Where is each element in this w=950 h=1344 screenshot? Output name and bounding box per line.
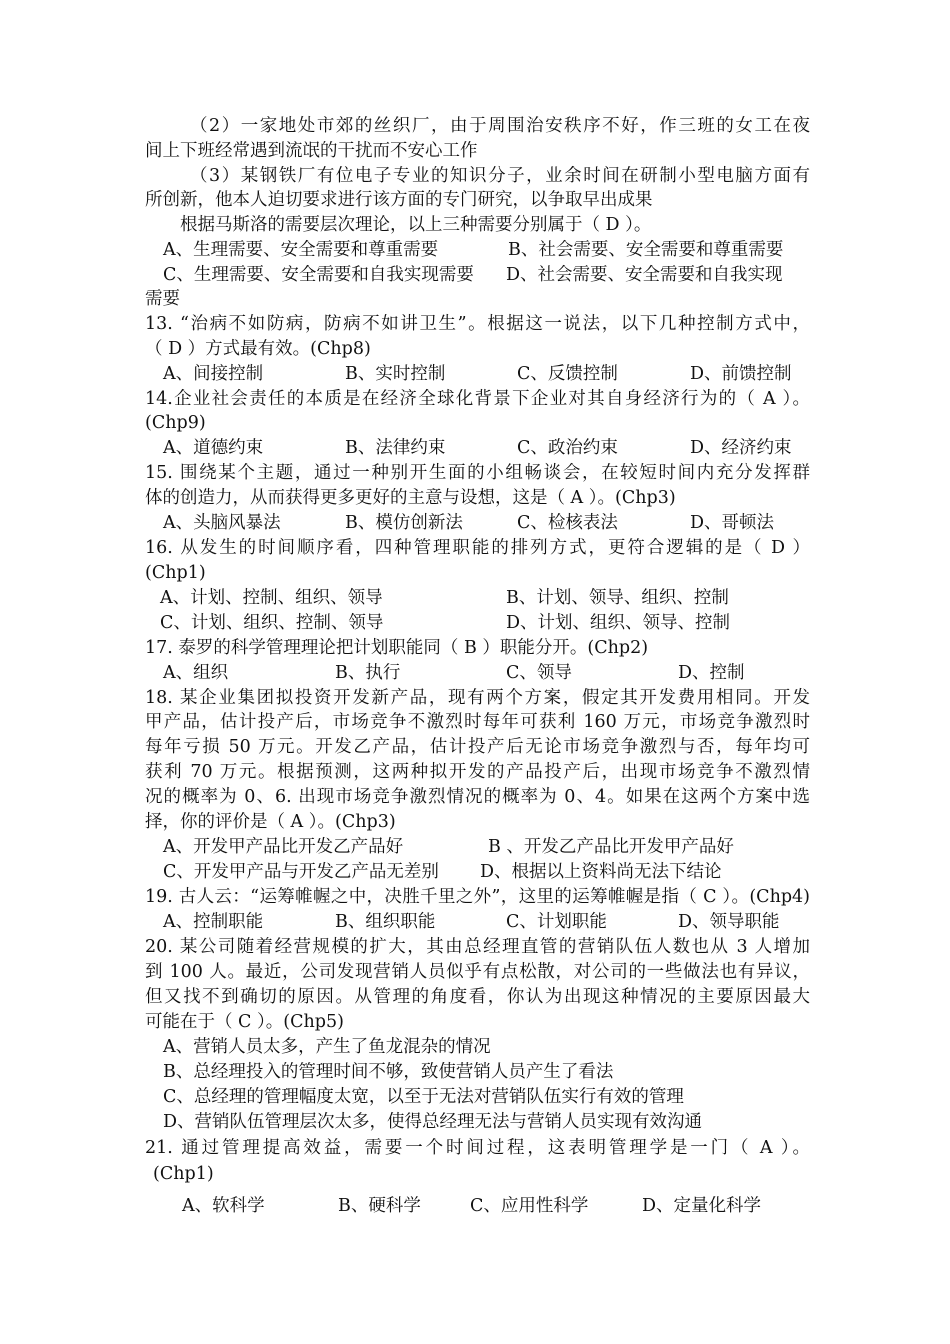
option-c: C、反馈控制 xyxy=(517,364,618,384)
text-line: 甲产品，估计投产后，市场竞争不激烈时每年可获利 160 万元，市场竞争激烈时 xyxy=(145,712,810,732)
option-b: B、硬科学 xyxy=(338,1196,421,1216)
option-a: A、组织 xyxy=(163,663,229,683)
option-d: D、根据以上资料尚无法下结论 xyxy=(480,862,722,882)
option-b: B、执行 xyxy=(335,663,401,683)
option-a: A、软科学 xyxy=(182,1196,265,1216)
text-line: (Chp1) xyxy=(145,563,206,583)
option-c: C、计划、组织、控制、领导 xyxy=(160,613,384,633)
question-20: 20. 某公司随着经营规模的扩大，其由总经理直管的营销队伍人数也从 3 人增加 xyxy=(145,937,810,957)
text-line: 需要 xyxy=(145,289,180,309)
option-c: C、总经理的管理幅度太宽，以至于无法对营销队伍实行有效的管理 xyxy=(163,1087,684,1107)
option-b: B、总经理投入的管理时间不够，致使营销人员产生了看法 xyxy=(163,1062,614,1082)
option-b: B、社会需要、安全需要和尊重需要 xyxy=(508,240,784,260)
option-d: D、定量化科学 xyxy=(642,1196,762,1216)
option-b: B、模仿创新法 xyxy=(345,513,463,533)
option-b: B 、开发乙产品比开发甲产品好 xyxy=(488,837,734,857)
text-line: (Chp9) xyxy=(145,413,206,433)
question-19: 19. 古人云：“运筹帷幄之中，决胜千里之外”，这里的运筹帷幄是指（ C ）。(Chp4) xyxy=(145,887,810,907)
option-a: A、计划、控制、组织、领导 xyxy=(160,588,383,608)
option-b: B、法律约束 xyxy=(345,438,446,458)
option-c: C、领导 xyxy=(506,663,572,683)
question-13: 13. “治病不如防病，防病不如讲卫生”。根据这一说法，以下几种控制方式中， xyxy=(145,314,810,334)
question-17: 17. 泰罗的科学管理理论把计划职能同（ B ）职能分开。(Chp2) xyxy=(145,638,649,658)
option-d: D、领导职能 xyxy=(678,912,780,932)
question-21: 21. 通过管理提高效益，需要一个时间过程，这表明管理学是一门（ A ）。 xyxy=(145,1138,810,1158)
option-c: C、开发甲产品与开发乙产品无差别 xyxy=(163,862,439,882)
text-line: 到 100 人。最近，公司发现营销人员似乎有点松散，对公司的一些做法也有异议， xyxy=(145,962,810,982)
text-line: 况的概率为 0、6. 出现市场竞争激烈情况的概率为 0、4。如果在这两个方案中选 xyxy=(145,787,810,807)
text-line: 择，你的评价是（ A ）。(Chp3) xyxy=(145,812,396,832)
option-a: A、开发甲产品比开发乙产品好 xyxy=(163,837,404,857)
option-a: A、生理需要、安全需要和尊重需要 xyxy=(163,240,439,260)
option-b: B、实时控制 xyxy=(345,364,446,384)
option-c: C、政治约束 xyxy=(517,438,618,458)
text-line: 但又找不到确切的原因。从管理的角度看，你认为出现这种情况的主要原因最大 xyxy=(145,987,810,1007)
question-14: 14.企业社会责任的本质是在经济全球化背景下企业对其自身经济行为的（ A ）。 xyxy=(145,389,810,409)
option-c: C、检核表法 xyxy=(517,513,618,533)
text-line: 获利 70 万元。根据预测，这两种拟开发的产品投产后，出现市场竞争不激烈情 xyxy=(145,762,810,782)
question-15: 15. 围绕某个主题，通过一种别开生面的小组畅谈会，在较短时间内充分发挥群 xyxy=(145,463,810,483)
text-line: 可能在于（ C ）。(Chp5) xyxy=(145,1012,344,1032)
option-d: D、计划、组织、领导、控制 xyxy=(506,613,731,633)
text-line: 根据马斯洛的需要层次理论，以上三种需要分别属于（ D ）。 xyxy=(180,215,652,235)
text-line: （ D ）方式最有效。(Chp8) xyxy=(145,339,371,359)
text-line: 所创新，他本人迫切要求进行该方面的专门研究，以争取早出成果 xyxy=(145,190,653,210)
option-c: C、生理需要、安全需要和自我实现需要 xyxy=(163,265,474,285)
option-a: A、营销人员太多，产生了鱼龙混杂的情况 xyxy=(163,1037,491,1057)
option-d: D、社会需要、安全需要和自我实现 xyxy=(506,265,783,285)
option-a: A、间接控制 xyxy=(163,364,264,384)
option-d: D、经济约束 xyxy=(690,438,792,458)
text-line: 间上下班经常遇到流氓的干扰而不安心工作 xyxy=(145,141,478,161)
option-d: D、控制 xyxy=(678,663,745,683)
text-line: （2）一家地处市郊的丝织厂，由于周围治安秩序不好，作三班的女工在夜 xyxy=(190,116,810,136)
option-d: D、前馈控制 xyxy=(690,364,792,384)
option-a: A、道德约束 xyxy=(163,438,264,458)
text-line: 每年亏损 50 万元。开发乙产品，估计投产后无论市场竞争激烈与否，每年均可 xyxy=(145,737,810,757)
question-18: 18. 某企业集团拟投资开发新产品，现有两个方案，假定其开发费用相同。开发 xyxy=(145,688,810,708)
text-line: （3）某钢铁厂有位电子专业的知识分子，业余时间在研制小型电脑方面有 xyxy=(190,166,810,186)
option-a: A、控制职能 xyxy=(163,912,264,932)
option-b: B、组织职能 xyxy=(335,912,436,932)
option-c: C、应用性科学 xyxy=(470,1196,589,1216)
text-line: 体的创造力，从而获得更多更好的主意与设想，这是（ A ）。(Chp3) xyxy=(145,488,676,508)
text-line: (Chp1) xyxy=(153,1164,214,1184)
option-b: B、计划、领导、组织、控制 xyxy=(506,588,729,608)
option-a: A、头脑风暴法 xyxy=(163,513,281,533)
option-d: D、营销队伍管理层次太多，使得总经理无法与营销人员实现有效沟通 xyxy=(163,1112,703,1132)
option-c: C、计划职能 xyxy=(506,912,607,932)
question-16: 16. 从发生的时间顺序看，四种管理职能的排列方式，更符合逻辑的是（ D ） xyxy=(145,538,810,558)
option-d: D、哥顿法 xyxy=(690,513,775,533)
